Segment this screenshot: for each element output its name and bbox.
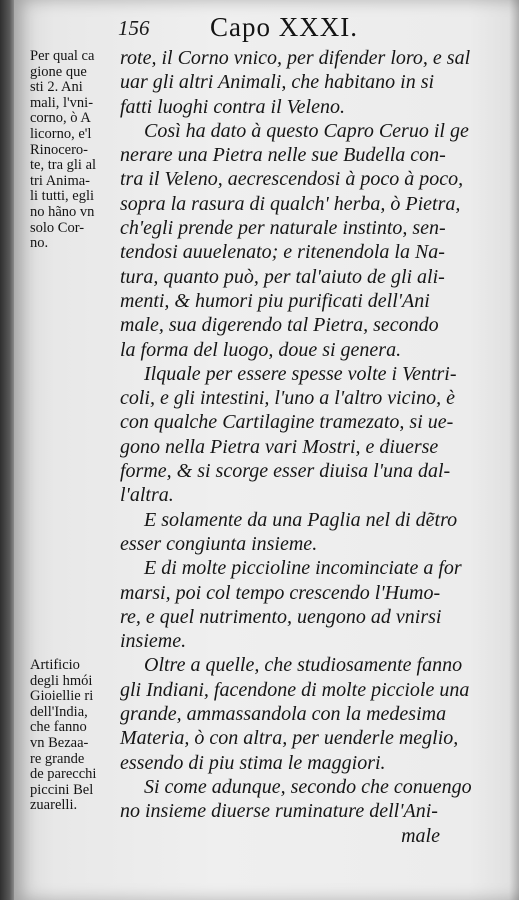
- text-line: uar gli altri Animali, che habitano in si: [120, 71, 435, 94]
- margin-line: tri Anima-: [30, 172, 91, 189]
- margin-line: Gioiellie ri: [30, 688, 94, 705]
- text-line: esser congiunta insieme.: [120, 532, 318, 555]
- book-gutter-edge: [0, 0, 14, 900]
- main-text-block: [120, 46, 492, 848]
- text-line: E solamente da una Paglia nel di dẽtro: [144, 508, 458, 531]
- text-line: Materia, ò con altra, per uenderle meglio,: [120, 727, 459, 750]
- text-line: la forma del luogo, doue si genera.: [120, 338, 402, 361]
- margin-line: li tutti, egli: [30, 188, 95, 205]
- margin-line: no.: [30, 235, 49, 252]
- text-line: male, sua digerendo tal Pietra, secondo: [120, 314, 439, 337]
- text-line: E di molte piccioline incominciate a for: [144, 557, 462, 580]
- margin-line: no hãno vn: [30, 203, 95, 220]
- margin-line: mali, l'vni-: [30, 94, 94, 111]
- margin-line: Artificio: [30, 657, 80, 673]
- text-line: menti, & humori piu purificati dell'Ani: [120, 289, 430, 312]
- page-number: 156: [118, 16, 150, 40]
- text-line: Così ha dato à questo Capro Ceruo il ge: [144, 119, 469, 142]
- margin-line: de parecchi: [30, 766, 97, 783]
- text-line: con qualche Cartilagine tramezato, si ue-: [120, 411, 454, 434]
- text-line: re, e quel nutrimento, uengono ad vnirsi: [120, 605, 442, 628]
- text-line: Si come adunque, secondo che conuengo: [144, 775, 472, 798]
- margin-line: che fanno: [30, 719, 87, 736]
- text-line: gli Indiani, facendone di molte picciole una: [120, 678, 470, 701]
- margin-line: re grande: [30, 750, 85, 767]
- text-line: nerare una Pietra nelle sue Budella con-: [120, 144, 446, 167]
- text-line: sopra la rasura di qualch' herba, ò Pietra,: [120, 192, 461, 215]
- margin-line: Per qual ca: [30, 48, 95, 64]
- margin-line: piccini Bel: [30, 781, 94, 798]
- page-edge-shadow: [509, 0, 519, 900]
- margin-note-bezoar: [30, 658, 125, 814]
- text-line: coli, e gli intestini, l'uno a l'altro vicino, è: [120, 387, 455, 410]
- margin-line: zuarelli.: [30, 797, 78, 814]
- text-line: ch'egli prende per naturale instinto, sen-: [120, 217, 446, 240]
- text-line: Ilquale per essere spesse volte i Ventri-: [144, 362, 457, 385]
- text-line: tura, quanto può, per tal'aiuto de gli ali-: [120, 265, 445, 288]
- chapter-title: Capo XXXI.: [210, 12, 358, 42]
- text-line: gono nella Pietra vari Mostri, e diuerse: [120, 435, 439, 458]
- margin-line: corno, ò A: [30, 110, 91, 127]
- margin-line: vn Bezaa-: [30, 734, 89, 751]
- text-line: fatti luoghi contra il Veleno.: [120, 95, 345, 118]
- text-line: Oltre a quelle, che studiosamente fanno: [144, 654, 463, 677]
- margin-line: gione que: [30, 63, 87, 80]
- running-header: [118, 10, 498, 44]
- margin-note-unicorn: [30, 49, 125, 252]
- margin-line: licorno, e'l: [30, 125, 92, 142]
- text-line: forme, & si scorge esser diuisa l'una dal-: [120, 460, 451, 483]
- text-line: insieme.: [120, 630, 187, 653]
- margin-line: sti 2. Ani: [30, 79, 83, 96]
- text-line: tra il Veleno, aecrescendosi à poco à poco,: [120, 168, 464, 191]
- text-line: male: [401, 824, 440, 847]
- margin-line: dell'India,: [30, 703, 88, 720]
- text-line: essendo di piu stima le maggiori.: [120, 751, 386, 774]
- margin-line: degli hmói: [30, 672, 93, 689]
- margin-line: solo Cor-: [30, 219, 85, 236]
- margin-line: Rinocero-: [30, 141, 88, 158]
- text-line: no insieme diuerse ruminature dell'Ani-: [120, 800, 438, 823]
- text-line: rote, il Corno vnico, per difender loro, e sal: [120, 47, 471, 69]
- text-line: l'altra.: [120, 484, 174, 507]
- text-line: grande, ammassandola con la medesima: [120, 703, 447, 726]
- text-line: marsi, poi col tempo crescendo l'Humo-: [120, 581, 441, 604]
- margin-line: te, tra gli al: [30, 157, 97, 174]
- text-line: tendosi auuelenato; e ritenendola la Na-: [120, 241, 445, 264]
